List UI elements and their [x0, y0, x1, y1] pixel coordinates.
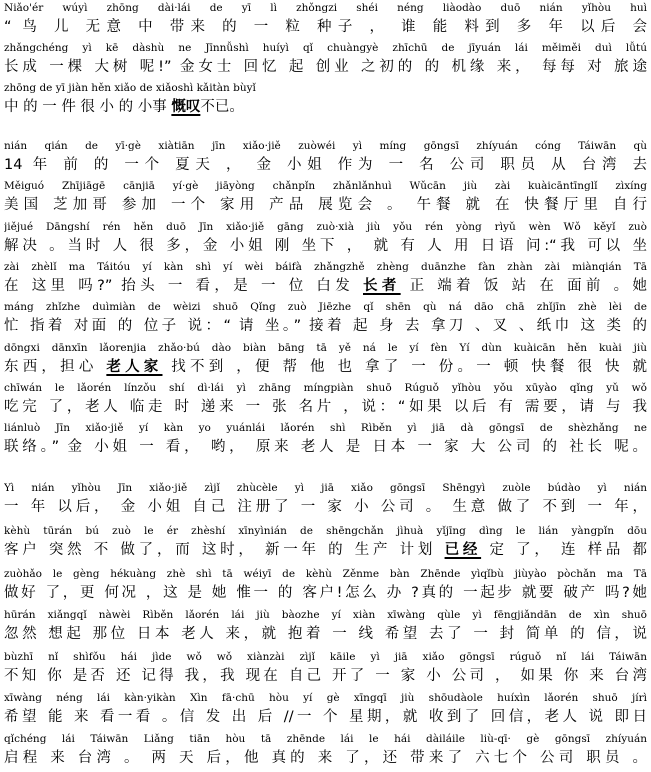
text-line [0, 523, 651, 563]
pinyin-line: kèhù tūrán bú zuò le ér zhèshí xīnyìnián de shēngchǎn jìhuà yǐjīng dìng le lián yàngpǐn dōu [4, 525, 647, 537]
hanzi-segment: 找不到 ，便 帮 他 也 拿了 一 份。一 顿 快餐 很 快 就 [162, 359, 647, 375]
hanzi-line: 希望 能 来 看一看 。信 发 出 后 //一 个 星期，就 收到了 回信，老人 说 即日 [4, 709, 647, 725]
pinyin-line: jiějué Dāngshí rén hěn duō Jīn xiǎo·jiě gāng zuò·xià jiù yǒu rén yòng rìyǔ wèn Wǒ kěyǐ zuò [4, 221, 647, 233]
hanzi-line: 一 年 以后， 金 小姐 自己 注册了 一 家 小 公司 。 生意 做了 不到 一 年， [4, 499, 647, 515]
text-line [0, 420, 651, 460]
pinyin-line: Yì nián yǐhòu Jīn xiǎo·jiě zìjǐ zhùcèle yì jiā xiǎo gōngsī Shēngyì zuòle búdào yì nián [4, 482, 647, 494]
text-line [0, 219, 651, 259]
text-line [0, 138, 651, 178]
hanzi-line: 联络。” 金 小姐 一 看， 哟， 原来 老人 是 日本 一 家 大 公司 的 社长 呢。 [4, 439, 647, 455]
hanzi-segment: 不已。 [200, 99, 244, 115]
pinyin-line: bùzhī nǐ shìfǒu hái jìde wǒ wǒ xiànzài zìjǐ kāile yì jiā xiǎo gōngsī rúguǒ nǐ lái Táiwān [4, 651, 647, 663]
pinyin-line: zhǎngchéng yì kē dàshù ne Jīnnǚshì huíyì qǐ chuàngyè zhīchū de jīyuán lái měiměi duì lǚtú [4, 42, 647, 54]
hanzi-line: 忽然 想起 那位 日本 老人 来，就 抱着 一 线 希望 去了 一 封 简单 的 信，说 [4, 626, 647, 642]
hanzi-line [4, 357, 647, 377]
underlined-word: 长者 [363, 278, 401, 294]
hanzi-line: 14 年 前 的 一个 夏天 ， 金 小姐 作为 一 名 公司 职员 从 台湾 去 [4, 157, 647, 173]
pinyin-line: zuòhǎo le gèng hékuàng zhè shì tā wéiyī de kèhù Zěnme bàn Zhēnde yìqǐbù jiùyào pòchǎn ma Tā [4, 568, 647, 580]
hanzi-segment: 中 的 一 件 很 小 的 小事 [4, 99, 172, 115]
hanzi-line: 美国 芝加哥 参加 一个 家用 产品 展览会 。 午餐 就 在 快餐厅里 自行 [4, 197, 647, 213]
hanzi-segment: 客户 突然 不 做了，而 这时， 新一年 的 生产 计划 [4, 542, 445, 558]
text-line [0, 178, 651, 218]
hanzi-line: 不知 你 是否 还 记得 我，我 现在 自己 开了 一 家 小 公司 ， 如果 你 来 台湾 [4, 668, 647, 684]
pinyin-line: qǐchéng lái Táiwān Liǎng tiān hòu tā zhēnde lái le hái dàiláile liù-qī· gè gōngsī zhíyuán [4, 733, 647, 745]
text-line [0, 380, 651, 420]
hanzi-segment: 在 这里 吗?” 抬头 一 看，是 一 位 白发 [4, 278, 363, 294]
pinyin-line: dōngxi dānxīn lǎorenjia zhǎo·bú dào biàn bāng tā yě ná le yí fèn Yí dùn kuàicān hěn kuài jiù [4, 342, 647, 354]
hanzi-line: 启程 来 台湾 。 两 天 后，他 真的 来 了，还 带来了 六七个 公司 职员 。 [4, 750, 647, 766]
underlined-word: 已经 [444, 542, 482, 558]
pinyin-line: Měiguó Zhījiāgē cānjiā yí·gè jiāyòng chǎnpǐn zhǎnlǎnhuì Wǔcān jiù zài kuàicāntīnglǐ zìxíng [4, 180, 647, 192]
pinyin-line: liánluò Jīn xiǎo·jiě yí kàn yo yuánlái lǎorén shì Rìběn yì jiā dà gōngsī de shèzhǎng ne [4, 422, 647, 434]
text-line [0, 340, 651, 380]
text-line [0, 80, 651, 120]
hanzi-segment: 东西，担心 [4, 359, 107, 375]
hanzi-line: 长成 一棵 大树 呢!” 金女士 回忆 起 创业 之初的 的 机缘 来， 每每 对 旅途 [4, 59, 647, 75]
text-line [0, 480, 651, 520]
pinyin-line: hūrán xiǎngqǐ nàwèi Rìběn lǎorén lái jiù bàozhe yí xiàn xīwàng qùle yì fēngjiǎndān de xìn shuō [4, 609, 647, 621]
text-line [0, 40, 651, 80]
hanzi-line: 忙 指着 对面 的 位子 说：“ 请 坐。” 接着 起 身 去 拿刀 、叉 、纸巾 这 类 的 [4, 318, 647, 334]
text-line [0, 731, 651, 771]
underlined-word: 老人家 [106, 359, 163, 375]
pinyin-line: Niǎo'ér wúyì zhōng dài·lái de yī lì zhǒngzi shéi néng liàodào duō nián yǐhòu huì [4, 2, 647, 14]
text-line [0, 649, 651, 689]
pinyin-line: máng zhǐzhe duìmiàn de wèizi shuō Qǐng zuò Jiēzhe qǐ shēn qù ná dāo chā zhǐjīn zhè lèi de [4, 301, 647, 313]
hanzi-segment: 正 端着 饭 站 在 面前 。她 [400, 278, 647, 294]
hanzi-line [4, 97, 647, 117]
text-line [0, 566, 651, 606]
hanzi-line: 解决 。当时 人 很 多，金 小姐 刚 坐下 ， 就 有 人 用 日语 问:“我 可以 坐 [4, 238, 647, 254]
text-line [0, 0, 651, 40]
pinyin-line: chīwán le lǎorén línzǒu shí dì·lái yì zhāng míngpiàn shuō Rúguǒ yǐhòu yǒu xūyào qǐng yǔ wǒ [4, 382, 647, 394]
pinyin-line: xīwàng néng lái kàn·yikàn Xìn fā·chū hòu yí gè xīngqī jiù shōudàole huíxìn lǎorén shuō jírì [4, 692, 647, 704]
underlined-word: 慨叹 [171, 99, 201, 115]
text-line [0, 259, 651, 299]
hanzi-line [4, 276, 647, 296]
hanzi-line [4, 540, 647, 560]
text-line [0, 690, 651, 730]
pinyin-line: zài zhèlǐ ma Táitóu yí kàn shì yí wèi báifà zhǎngzhě zhèng duānzhe fàn zhàn zài miànqián Tā [4, 261, 647, 273]
hanzi-segment: 定 了， 连 样品 都 [481, 542, 647, 558]
hanzi-line: 吃完 了，老人 临走 时 递来 一 张 名片 ，说：“如果 以后 有 需要，请 与 我 [4, 399, 647, 415]
hanzi-line: 做好 了，更 何况 ，这 是 她 惟一 的 客户!怎么 办 ?真的 一起步 就要 破产 吗?她 [4, 585, 647, 601]
pinyin-line: zhōng de yī jiàn hěn xiǎo de xiǎoshì kǎitàn bùyǐ [4, 82, 256, 94]
hanzi-line: “ 鸟 儿 无意 中 带来 的 一 粒 种子 ， 谁 能 料到 多 年 以后 会 [4, 19, 647, 35]
pinyin-line: nián qián de yī·gè xiàtiān jīn xiǎo·jiě zuòwéi yì míng gōngsī zhíyuán cóng Táiwān qù [4, 140, 647, 152]
text-line [0, 299, 651, 339]
text-line [0, 607, 651, 647]
